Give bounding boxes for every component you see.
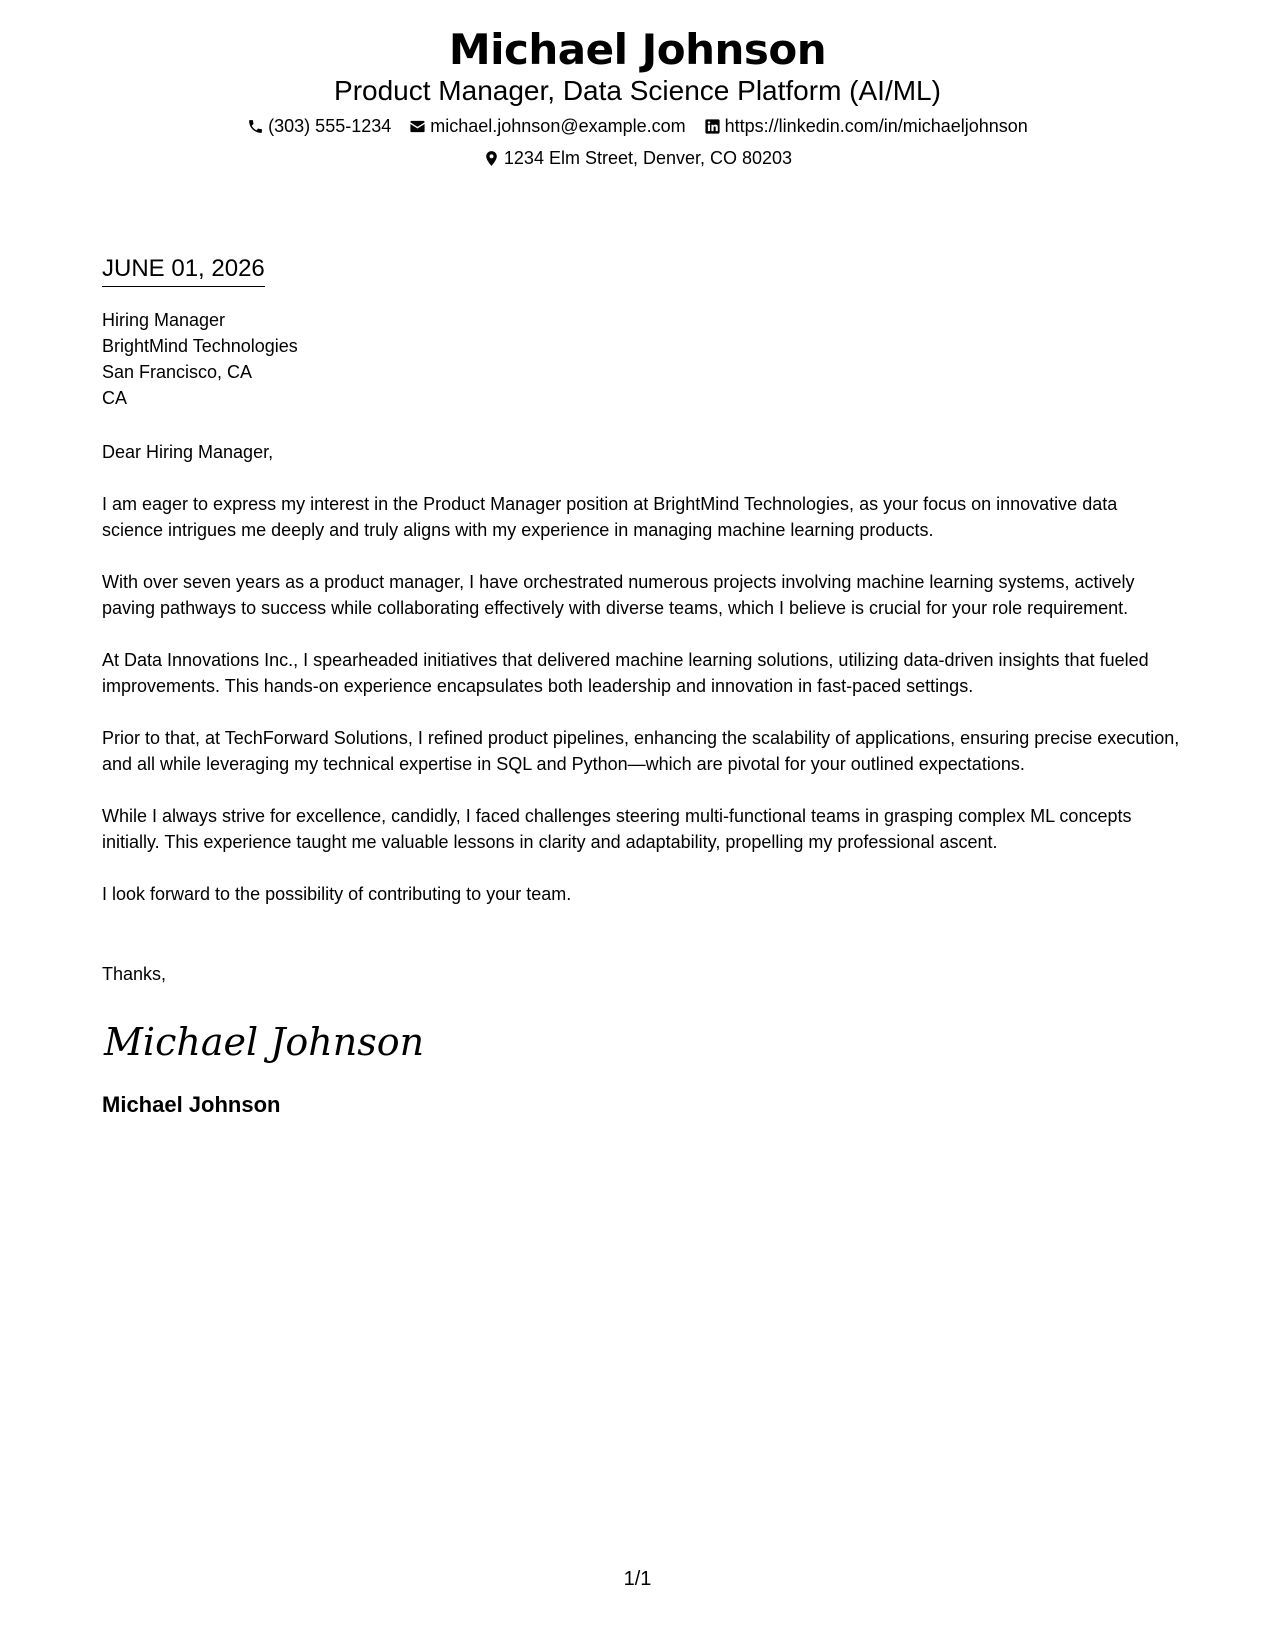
closing: Thanks, — [102, 964, 167, 984]
contact-phone — [247, 114, 391, 138]
applicant-headline: Product Manager, Data Science Platform (AI/ML) — [334, 75, 941, 106]
phone-icon — [247, 118, 264, 135]
handwritten-signature — [102, 1013, 1182, 1071]
body-paragraph: While I always strive for excellence, candidly, I faced challenges steering multi-functional teams in grasping complex ML concepts initially. This experience taught me valuable lessons in clarity and adaptability, propelling my professional ascent. — [102, 806, 1132, 852]
phone-text: (303) 555-1234 — [268, 116, 392, 136]
signature-text: Michael Johnson — [104, 1020, 425, 1064]
contact-email — [409, 114, 685, 138]
letter-date: JUNE 01, 2026 — [102, 254, 265, 287]
address-row — [0, 146, 1275, 170]
body-paragraph: I am eager to express my interest in the Product Manager position at BrightMind Technologies, as your focus on innovative data science intrigues me deeply and truly aligns with my experience in managing machine learning products. — [102, 494, 1118, 540]
salutation: Dear Hiring Manager, — [102, 442, 274, 462]
contact-linkedin — [704, 114, 1028, 138]
body-paragraph: I look forward to the possibility of contributing to your team. — [102, 884, 572, 904]
letter-body — [102, 254, 1182, 1119]
linkedin-link[interactable]: https://linkedin.com/in/michaeljohnson — [724, 116, 1028, 136]
applicant-name: Michael Johnson — [448, 25, 827, 74]
map-marker-icon — [483, 150, 500, 167]
contact-address — [483, 146, 792, 170]
address-text: 1234 Elm Street, Denver, CO 80203 — [503, 148, 793, 168]
recipient-line: CA — [102, 388, 128, 408]
contact-row — [0, 114, 1275, 138]
signer-name: Michael Johnson — [102, 1092, 281, 1117]
email-link[interactable]: michael.johnson@example.com — [430, 116, 686, 136]
recipient-line: Hiring Manager — [102, 310, 226, 330]
letter-header — [0, 24, 1275, 170]
recipient-line: BrightMind Technologies — [102, 336, 298, 356]
body-paragraph: Prior to that, at TechForward Solutions, I refined product pipelines, enhancing the scalability of applications, ensuring precise execution, and all while leveraging my technical expertise in SQL and Python—which are pivotal for your outlined expectations. — [102, 728, 1180, 774]
linkedin-icon — [704, 118, 721, 135]
recipient-line: San Francisco, CA — [102, 362, 253, 382]
envelope-icon — [409, 118, 426, 135]
body-paragraph: With over seven years as a product manager, I have orchestrated numerous projects involving machine learning systems, actively paving pathways to success while collaborating effectively with diverse teams, which I believe is crucial for your role requirement. — [102, 572, 1135, 618]
body-paragraph: At Data Innovations Inc., I spearheaded initiatives that delivered machine learning solutions, utilizing data-driven insights that fueled improvements. This hands-on experience encapsulates both leadership and innovation in fast-paced settings. — [102, 650, 1149, 696]
recipient-block — [102, 307, 1182, 411]
page-number: 1/1 — [623, 1568, 652, 1590]
